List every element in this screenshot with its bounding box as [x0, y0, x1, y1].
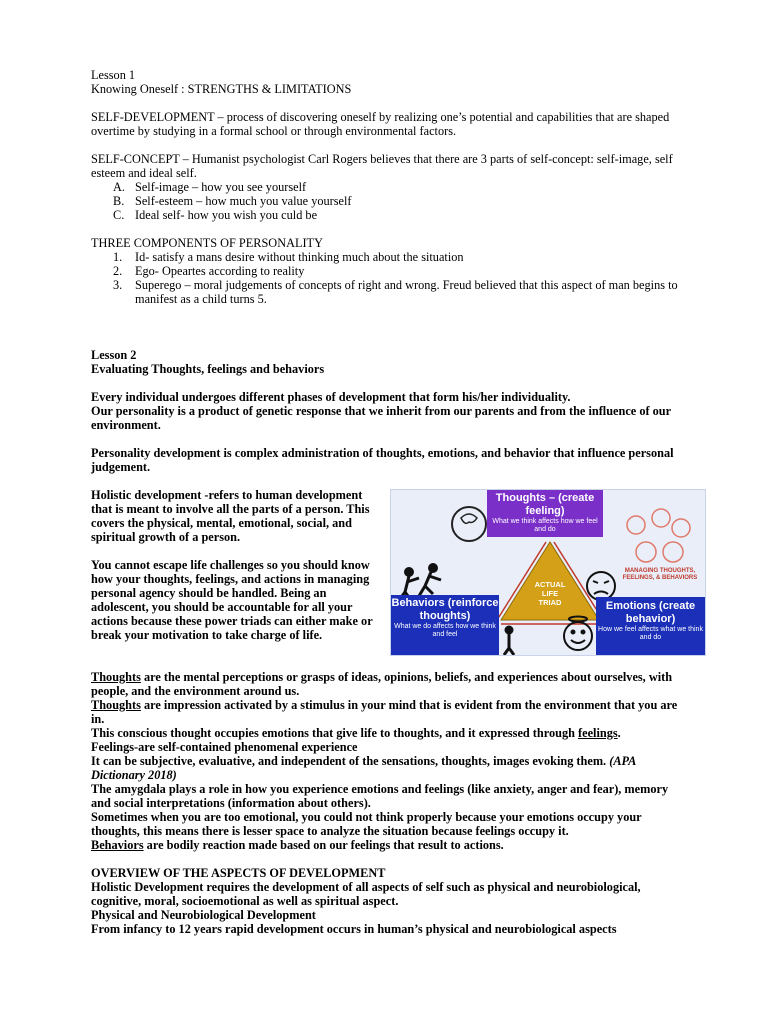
list-item: C. Ideal self- how you wish you culd be — [113, 208, 318, 222]
lesson2-label: Lesson 2 — [91, 348, 137, 362]
thoughts-definition-2: Thoughts are impression activated by a stimulus in your mind that is evident from the environment that you are in. — [91, 698, 678, 726]
emotional-paragraph: Sometimes when you are too emotional, you could not think properly because your emotions occupy your thoughts, this means there is lesser space to analyze the situation because feelings occupy it. — [91, 810, 642, 838]
side-caption: MANAGING THOUGHTS, FEELINGS, & BEHAVIORS — [622, 568, 698, 581]
conscious-thought-paragraph: This conscious thought occupies emotions that give life to thoughts, and it expressed through feelings. — [91, 726, 621, 740]
behaviors-title: Behaviors (reinforce thoughts) — [391, 597, 499, 622]
list-item: B. Self-esteem – how much you value yourself — [113, 194, 352, 208]
intro-paragraph-2: Our personality is a product of genetic response that we inherit from our parents and from the influence of our environment. — [91, 404, 671, 432]
thoughts-subtitle: What we think affects how we feel and do — [492, 518, 598, 533]
feelings-definition: Feelings-are self-contained phenomenal experience — [91, 740, 358, 754]
list-item: 1. Id- satisfy a mans desire without thinking much about the situation — [113, 250, 464, 264]
triangle-label: ACTUAL LIFE TRIAD — [534, 580, 566, 607]
list-item: A. Self-image – how you see yourself — [113, 180, 307, 194]
emotions-title: Emotions (create behavior) — [605, 600, 696, 625]
emotions-subtitle: How we feel affects what we think and do — [598, 626, 703, 641]
smile-face-icon — [564, 617, 592, 651]
physical-paragraph: From infancy to 12 years rapid development occurs in human’s physical and neurobiological aspects — [91, 922, 617, 936]
brain-head-icon — [452, 507, 486, 541]
self-concept-paragraph: SELF-CONCEPT – Humanist psychologist Carl Rogers believes that there are 3 parts of self-concept: self-image, self esteem and ideal self. — [91, 152, 673, 180]
physical-heading: Physical and Neurobiological Development — [91, 908, 316, 922]
personality-list — [91, 250, 681, 306]
challenges-paragraph: You cannot escape life challenges so you should know how your thoughts, feelings, and actions in managing personal agency should be handled. Being an adolescent, you should be accountable for all your actions because these power triads can either make or break your motivation to take charge of life. — [91, 558, 373, 642]
subjective-paragraph: It can be subjective, evaluative, and independent of the sensations, thoughts, images evoking them. (APA Dictionary 2018) — [91, 754, 636, 782]
list-item: 2. Ego- Opeartes according to reality — [113, 264, 305, 278]
lesson2-section — [91, 348, 703, 936]
overview-paragraph: Holistic Development requires the development of all aspects of self such as physical and neurobiological, cognitive, moral, socioemotional as well as spiritual aspect. — [91, 880, 641, 908]
managing-heads-icon — [627, 509, 690, 562]
self-development-paragraph: SELF-DEVELOPMENT – process of discovering oneself by realizing one’s potential and capabilities that are shaped overtime by studying in a formal school or through environmental factors. — [91, 110, 670, 138]
thoughts-title: Thoughts – (create feeling) — [495, 492, 595, 517]
personality-development-paragraph: Personality development is complex administration of thoughts, emotions, and behavior that influence personal judgement. — [91, 446, 674, 474]
lesson1-label: Lesson 1 — [91, 68, 136, 82]
life-triad-figure — [390, 489, 706, 656]
document-page — [91, 68, 703, 936]
overview-heading: OVERVIEW OF THE ASPECTS OF DEVELOPMENT — [91, 866, 386, 880]
holistic-section — [91, 488, 703, 656]
intro-paragraph-1: Every individual undergoes different phases of development that form his/her individuality. — [91, 390, 571, 404]
behaviors-box — [391, 595, 499, 655]
behaviors-subtitle: What we do affects how we think and feel — [394, 623, 496, 638]
thoughts-box — [487, 490, 603, 537]
self-concept-list — [91, 180, 681, 222]
personality-heading: THREE COMPONENTS OF PERSONALITY — [91, 236, 323, 250]
emotions-box — [596, 597, 705, 655]
behaviors-definition: Behaviors are bodily reaction made based on our feelings that result to actions. — [91, 838, 504, 852]
lesson2-title: Evaluating Thoughts, feelings and behaviors — [91, 362, 325, 376]
amygdala-paragraph: The amygdala plays a role in how you experience emotions and feelings (like anxiety, anger and fear), memory and social interpretations (information about others). — [91, 782, 669, 810]
holistic-paragraph: Holistic development -refers to human development that is meant to involve all the parts of a person. This covers the physical, mental, emotional, social, and spiritual growth of a person. — [91, 488, 370, 544]
thoughts-definition-1: Thoughts are the mental perceptions or grasps of ideas, opinions, beliefs, and experiences about ourselves, with people, and the environment around us. — [91, 670, 673, 698]
walking-figure-icon — [504, 627, 514, 655]
angry-face-icon — [587, 572, 615, 600]
list-item: 3. Superego – moral judgements of concepts of right and wrong. Freud believed that this aspect of man begins to manifest as a child turns 5. — [113, 278, 678, 306]
lesson1-subtitle: Knowing Oneself : STRENGTHS & LIMITATIONS — [91, 82, 352, 96]
